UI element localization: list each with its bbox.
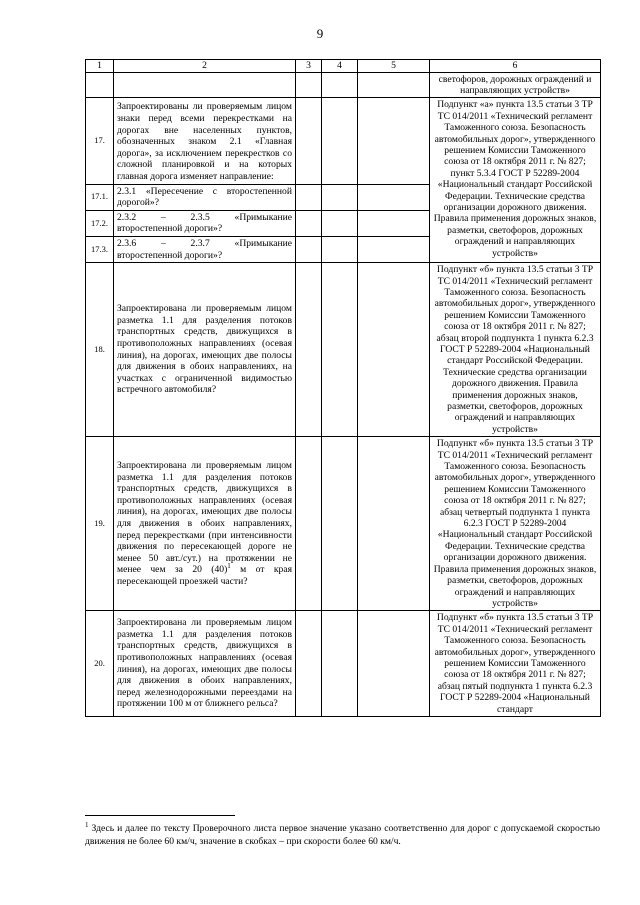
row-number: 20. [86,611,114,717]
legal-reference: светофоров, дорожных ограждений и направляющих устройств» [430,72,601,98]
table-row [86,72,601,98]
legal-reference: Подпункт «б» пункта 13.5 статьи 3 ТР ТС 014/2011 «Технический регламент Таможенного союза. Безопасность автомобильных дорог», утвержденного решением Комиссии Таможенного союза от 18 октября 2011 г. № 827; абзац второй подпункта 1 пункта 6.2.3 ГОСТ Р 52289-2004 «Национальный стандарт Российской Федерации. Технические средства организации дорожного движения. Правила применения дорожных знаков, разметки, светофоров, дорожных ограждений и направляющих устройств» [430,263,601,437]
answer-cell[interactable] [322,98,358,184]
checklist-table [85,59,601,717]
answer-cell[interactable] [296,98,322,184]
answer-cell[interactable] [296,263,322,437]
answer-cell[interactable] [358,98,430,184]
answer-cell[interactable] [296,611,322,717]
answer-cell[interactable] [322,611,358,717]
answer-cell[interactable] [322,263,358,437]
footnote-text: Здесь и далее по тексту Проверочного листа первое значение указано соответственно для дорог с допускаемой скоростью движения не более 60 км/ч, значение в скобках – при скорости более 60 км/ч. [85,823,600,847]
column-header: 3 [296,60,322,73]
answer-cell[interactable] [358,236,430,262]
row-number: 17.3. [86,236,114,262]
legal-reference: Подпункт «б» пункта 13.5 статьи 3 ТР ТС 014/2011 «Технический регламент Таможенного союза. Безопасность автомобильных дорог», утвержденного решением Комиссии Таможенного союза от 18 октября 2011 г. № 827; абзац пятый подпункта 1 пункта 6.2.3 ГОСТ Р 52289-2004 «Национальный стандарт [430,611,601,717]
question-text [114,437,296,611]
footnote-mark: 1 [85,820,89,829]
column-header: 5 [358,60,430,73]
page-number: 9 [316,26,324,41]
answer-cell[interactable] [358,437,430,611]
table-row [86,611,601,717]
footnote-marker: 1 [227,562,231,571]
answer-cell[interactable] [358,263,430,437]
table-row [86,98,601,184]
row-number: 17. [86,98,114,184]
table-row [86,263,601,437]
column-header: 2 [114,60,296,73]
legal-reference: Подпункт «б» пункта 13.5 статьи 3 ТР ТС 014/2011 «Технический регламент Таможенного союза. Безопасность автомобильных дорог», утвержденного решением Комиссии Таможенного союза от 18 октября 2011 г. № 827; абзац четвертый подпункта 1 пункта 6.2.3 ГОСТ Р 52289-2004 «Национальный стандарт Российской Федерации. Технические средства организации дорожного движения. Правила применения дорожных знаков, разметки, светофоров, дорожных ограждений и направляющих устройств» [430,437,601,611]
question-text: 2.3.6 – 2.3.7 «Примыкание второстепенной дороги»? [114,236,296,262]
answer-cell[interactable] [296,236,322,262]
question-text: 2.3.2 – 2.3.5 «Примыкание второстепенной дороги»? [114,210,296,236]
answer-cell[interactable] [322,184,358,210]
answer-cell[interactable] [322,210,358,236]
question-text: Запроектирована ли проверяемым лицом разметка 1.1 для разделения потоков транспортных средств, движущихся в противоположных направлениях (осевая линия), на дорогах, имеющих две полосы для движения в обоих направлениях, перед железнодорожными переездами на протяжении 100 м от ближнего рельса? [114,611,296,717]
question-text: 2.3.1 «Пересечение с второстепенной дорогой»? [114,184,296,210]
table-row [86,437,601,611]
answer-cell[interactable] [322,236,358,262]
answer-cell[interactable] [296,437,322,611]
question-text: Запроектированы ли проверяемым лицом знаки перед всеми перекрестками на дорогах вне населенных пунктов, обозначенных знаком 2.1 «Главная дорога», за исключением перекрестков со сложной планировкой и на которых главная дорога изменяет направление: [114,98,296,184]
footnote [85,822,600,848]
answer-cell[interactable] [358,611,430,717]
answer-cell[interactable] [322,437,358,611]
footnote-divider [85,815,235,816]
answer-cell[interactable] [358,210,430,236]
row-number: 17.2. [86,210,114,236]
column-header: 1 [86,60,114,73]
question-text-part: Запроектирована ли проверяемым лицом разметка 1.1 для разделения потоков транспортных средств, движущихся в противоположных направлениях (осевая линия), на дорогах, имеющих две полосы для движения в обоих направлениях, перед перекрестками (при интенсивности движения по пересекающей дороге не менее 50 авт./сут.) на протяжении не менее чем за 20 (40) [117,460,292,576]
answer-cell[interactable] [296,184,322,210]
question-text: Запроектирована ли проверяемым лицом разметка 1.1 для разделения потоков транспортных средств, движущихся в противоположных направлениях (осевая линия), на дорогах, имеющих две полосы для движения в обоих направлениях, на участках с ограниченной видимостью встречного автомобиля? [114,263,296,437]
row-number: 18. [86,263,114,437]
answer-cell[interactable] [296,210,322,236]
row-number: 19. [86,437,114,611]
table-header-row [86,60,601,73]
question-text-part: м от края пересекающей проезжей части? [117,564,292,587]
legal-reference: Подпункт «а» пункта 13.5 статьи 3 ТР ТС 014/2011 «Технический регламент Таможенного союза. Безопасность автомобильных дорог», утвержденного решением Комиссии Таможенного союза от 18 октября 2011 г. № 827; пункт 5.3.4 ГОСТ Р 52289-2004 «Национальный стандарт Российской Федерации. Технические средства организации дорожного движения. Правила применения дорожных знаков, разметки, светофоров, дорожных ограждений и направляющих устройств» [430,98,601,263]
column-header: 4 [322,60,358,73]
row-number: 17.1. [86,184,114,210]
column-header: 6 [430,60,601,73]
answer-cell[interactable] [358,184,430,210]
